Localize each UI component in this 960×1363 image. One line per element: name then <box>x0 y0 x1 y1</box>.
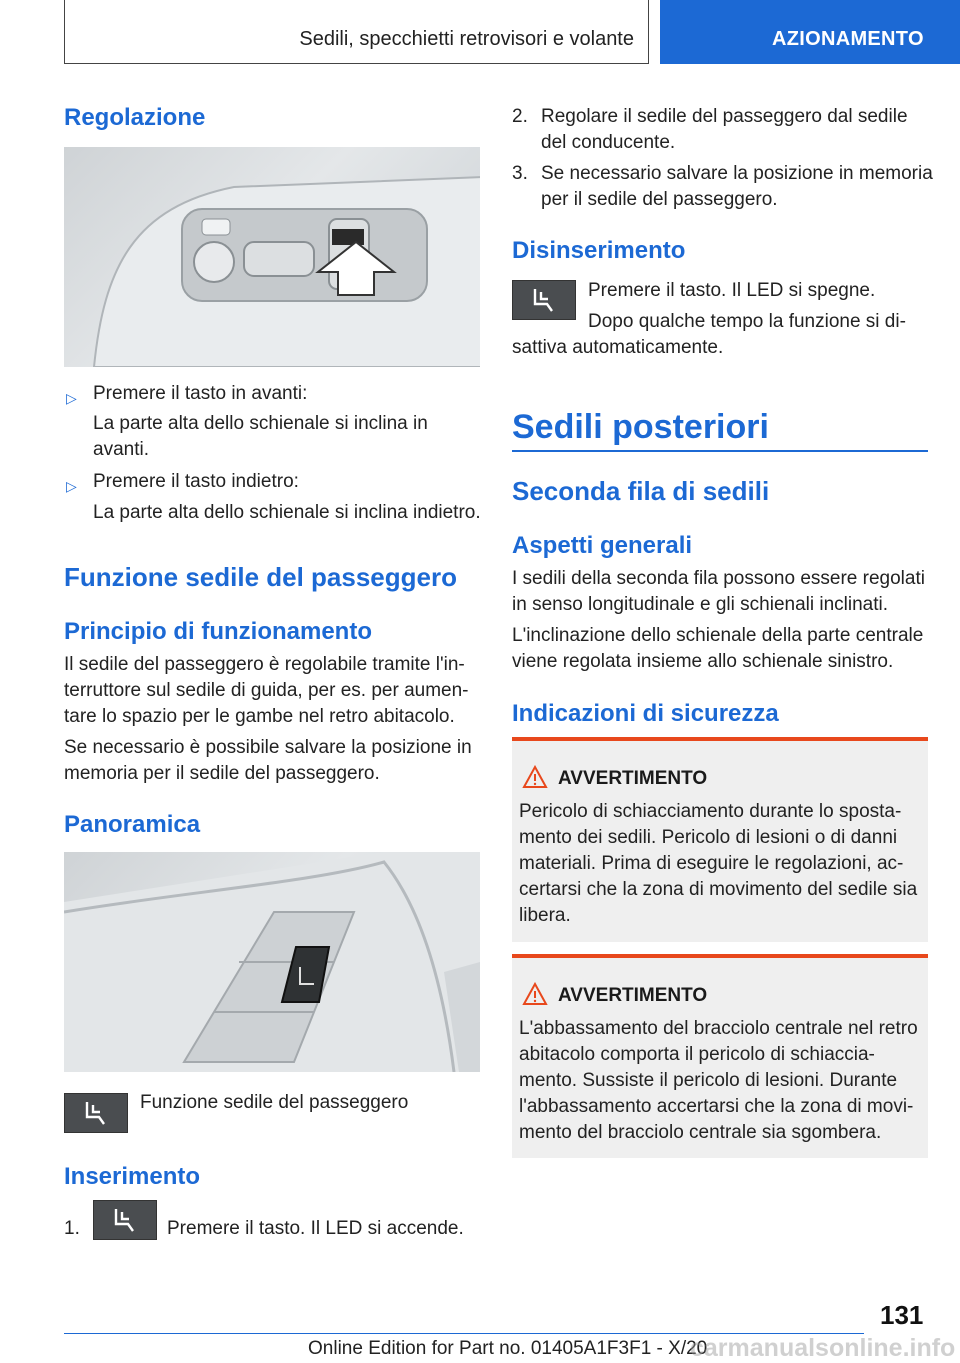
warning-2-line-2: abitacolo comporta il pericolo di schiaccia‐ <box>519 1044 875 1065</box>
heading-sedili-posteriori: Sedili posteriori <box>512 408 769 446</box>
disinserimento-line-3: sattiva automaticamente. <box>512 337 724 358</box>
warning-box-1 <box>512 737 928 942</box>
bullet-2-title: Premere il tasto indietro: <box>93 471 299 492</box>
passenger-seat-button-icon <box>512 280 576 320</box>
heading-sicurezza: Indicazioni di sicurezza <box>512 700 779 727</box>
heading-aspetti-generali: Aspetti generali <box>512 532 693 559</box>
step-3-line-2: per il sedile del passeggero. <box>541 189 778 210</box>
heading-rule <box>512 450 928 452</box>
principio-line-3: tare lo spazio per le gambe nel retro abitacolo. <box>64 706 455 727</box>
salvare-line-2: memoria per il sedile del passeggero. <box>64 763 380 784</box>
heading-funzione-sedile: Funzione sedile del passeggero <box>64 562 457 592</box>
header-chapter-label: AZIONAMENTO <box>772 28 924 50</box>
icon-caption: Funzione sedile del passeggero <box>140 1092 409 1113</box>
header-section-box <box>64 0 649 64</box>
warning-1-line-5: libera. <box>519 905 571 926</box>
inclinazione-line-2: viene regolata insieme allo schienale sinistro. <box>512 651 894 672</box>
seat-icon <box>111 1207 139 1233</box>
warning-1-line-4: certarsi che la zona di movimento del sedile sia <box>519 879 918 900</box>
seat-controls-photo <box>64 147 480 367</box>
passenger-seat-button-icon <box>93 1200 157 1240</box>
heading-regolazione: Regolazione <box>64 104 206 131</box>
warning-1-line-3: materiali. Prima di eseguire le regolazioni, ac‐ <box>519 853 904 874</box>
heading-panoramica: Panoramica <box>64 811 201 838</box>
bullet-1-line-2: avanti. <box>93 439 149 460</box>
page-number: 131 <box>880 1300 924 1330</box>
aspetti-line-2: in senso longitudinale e gli schienali inclinati. <box>512 594 889 615</box>
door-panel-photo <box>64 852 480 1072</box>
seat-icon <box>530 287 558 313</box>
passenger-seat-button-icon <box>64 1093 128 1133</box>
warning-2-line-3: mento. Sussiste il pericolo di lesioni. Durante <box>519 1070 898 1091</box>
principio-line-2: terruttore sul sedile di guida, per es. per aumen‐ <box>64 680 469 701</box>
bullet-1-line-1: La parte alta dello schienale si inclina in <box>93 413 428 434</box>
heading-disinserimento: Disinserimento <box>512 237 686 264</box>
footer-watermark: carmanualsonline.info <box>690 1334 956 1362</box>
warning-box-2 <box>512 954 928 1158</box>
bullet-marker: ▷ <box>66 390 77 406</box>
warning-2-line-1: L'abbassamento del bracciolo centrale nel retro <box>519 1018 918 1039</box>
bullet-marker: ▷ <box>66 478 77 494</box>
seat-icon <box>82 1100 110 1126</box>
step-2-line-1: Regolare il sedile del passeggero dal sedile <box>541 106 908 127</box>
header-section-title: Sedili, specchietti retrovisori e volante <box>299 28 634 50</box>
heading-inserimento: Inserimento <box>64 1163 201 1190</box>
warning-2-title: AVVERTIMENTO <box>558 985 708 1006</box>
bullet-1-title: Premere il tasto in avanti: <box>93 383 308 404</box>
warning-2-line-5: mento del bracciolo centrale sia sgombera. <box>519 1122 882 1143</box>
footer-edition: Online Edition for Part no. 01405A1F3F1 - X/20 <box>308 1338 708 1359</box>
inclinazione-line-1: L'inclinazione dello schienale della parte centrale <box>512 625 924 646</box>
heading-principio: Principio di funzionamento <box>64 618 372 645</box>
warning-1-line-1: Pericolo di schiacciamento durante lo sposta‐ <box>519 801 902 822</box>
principio-line-1: Il sedile del passeggero è regolabile tramite l'in‐ <box>64 654 465 675</box>
header-chapter-tab[interactable] <box>660 0 960 64</box>
step-3-line-1: Se necessario salvare la posizione in memoria <box>541 163 933 184</box>
disinserimento-line-2: Dopo qualche tempo la funzione si di‐ <box>588 311 906 332</box>
warning-1-title: AVVERTIMENTO <box>558 768 708 789</box>
bullet-2-line-1: La parte alta dello schienale si inclina indietro. <box>93 502 481 523</box>
step-1-text: Premere il tasto. Il LED si accende. <box>167 1218 464 1239</box>
disinserimento-line-1: Premere il tasto. Il LED si spegne. <box>588 280 876 301</box>
door-switch-illustration <box>64 852 480 1072</box>
heading-seconda-fila: Seconda fila di sedili <box>512 476 770 506</box>
aspetti-line-1: I sedili della seconda fila possono essere regolati <box>512 568 925 589</box>
warning-2-line-4: l'abbassamento accertarsi che la zona di movi‐ <box>519 1096 914 1117</box>
salvare-line-1: Se necessario è possibile salvare la posizione in <box>64 737 472 758</box>
warning-triangle-icon <box>522 982 548 1006</box>
step-2-number: 2. <box>512 106 528 127</box>
seat-switch-illustration <box>64 147 480 367</box>
warning-triangle-icon <box>522 765 548 789</box>
warning-1-line-2: mento dei sedili. Pericolo di lesioni o di danni <box>519 827 898 848</box>
step-3-number: 3. <box>512 163 528 184</box>
step-1-number: 1. <box>64 1218 80 1239</box>
step-2-line-2: del conducente. <box>541 132 676 153</box>
